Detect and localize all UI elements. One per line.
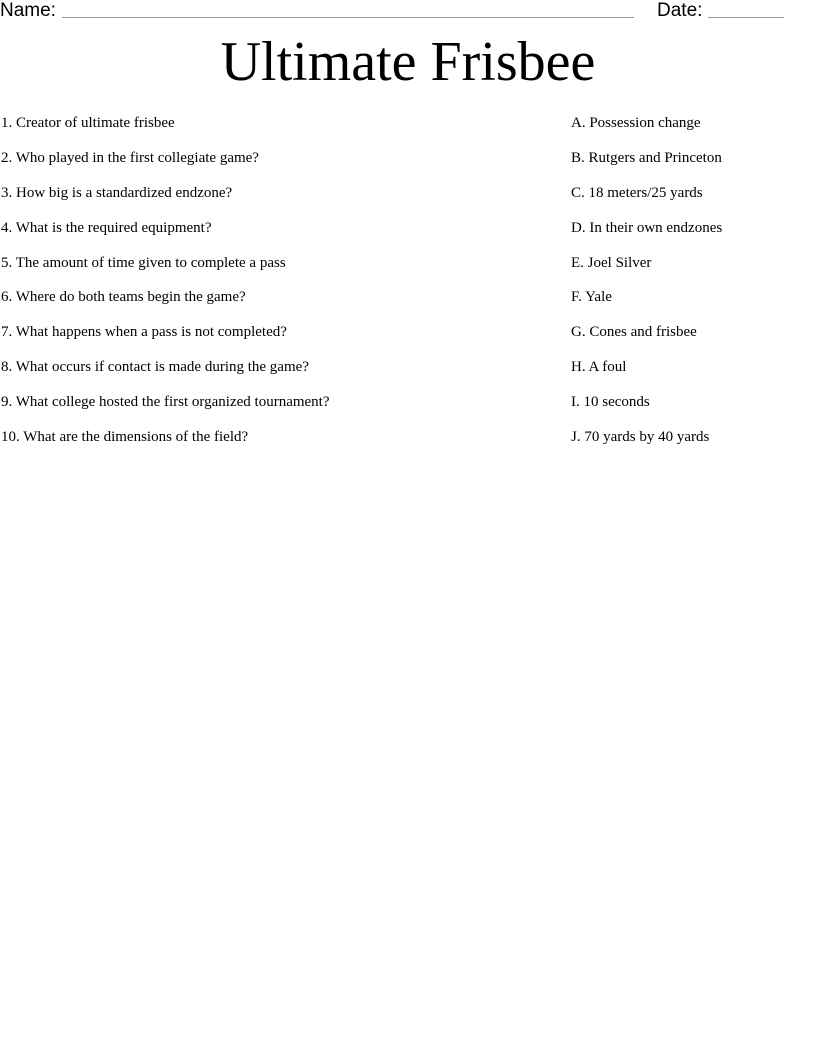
date-blank-line	[708, 17, 784, 18]
question-item: 3. How big is a standardized endzone?	[1, 184, 233, 201]
question-item: 8. What occurs if contact is made during the game?	[1, 359, 309, 376]
answer-item: F. Yale	[571, 289, 612, 306]
answer-item: E. Joel Silver	[571, 254, 652, 271]
question-item: 7. What happens when a pass is not completed?	[1, 324, 287, 341]
answer-item: H. A foul	[571, 359, 627, 376]
question-list	[1, 114, 541, 463]
worksheet-header	[0, 0, 816, 26]
answer-item: D. In their own endzones	[571, 219, 723, 236]
name-label: Name:	[0, 0, 56, 21]
worksheet-title: Ultimate Frisbee	[220, 31, 596, 93]
question-item: 6. Where do both teams begin the game?	[1, 289, 246, 306]
question-item: 1. Creator of ultimate frisbee	[1, 115, 175, 131]
question-item: 2. Who played in the first collegiate game?	[1, 149, 259, 166]
answer-item: B. Rutgers and Princeton	[571, 149, 722, 166]
answer-list	[571, 114, 811, 463]
name-blank-line	[62, 17, 634, 18]
question-item: 9. What college hosted the first organized tournament?	[1, 394, 330, 411]
date-label: Date:	[657, 0, 703, 21]
question-item: 4. What is the required equipment?	[1, 219, 212, 236]
answer-item: G. Cones and frisbee	[571, 324, 697, 341]
answer-item: A. Possession change	[571, 115, 701, 131]
answer-item: C. 18 meters/25 yards	[571, 184, 703, 201]
question-item: 5. The amount of time given to complete a pass	[1, 254, 286, 271]
answer-item: J. 70 yards by 40 yards	[571, 429, 710, 446]
question-item: 10. What are the dimensions of the field?	[1, 429, 249, 446]
answer-item: I. 10 seconds	[571, 394, 650, 411]
